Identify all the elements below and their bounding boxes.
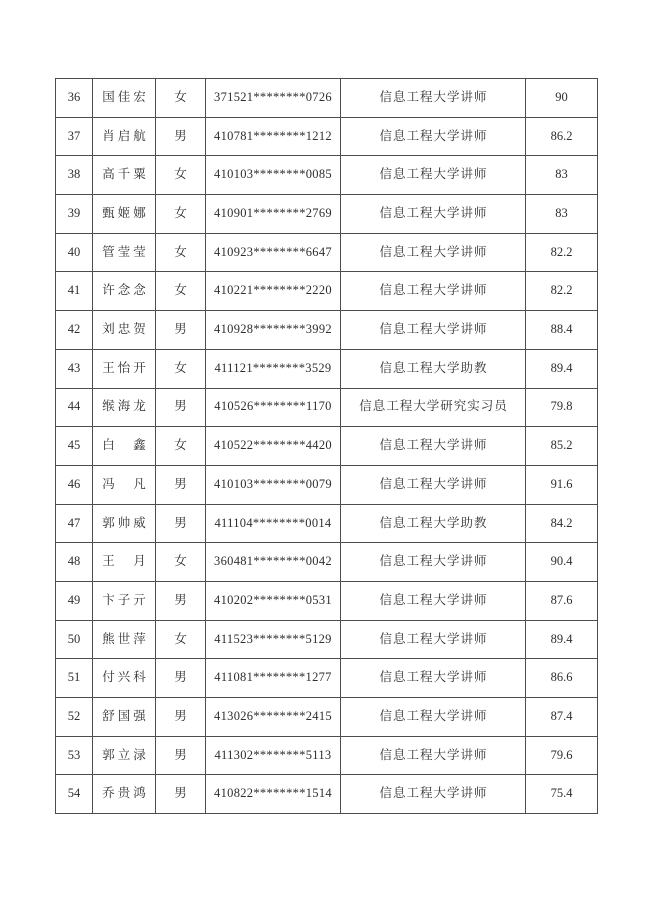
table-row <box>56 233 598 272</box>
cell-name: 付兴科 <box>93 659 156 698</box>
cell-gender: 女 <box>156 195 206 234</box>
cell-gender: 女 <box>156 156 206 195</box>
cell-row-number: 51 <box>56 659 93 698</box>
cell-position: 信息工程大学讲师 <box>341 465 526 504</box>
cell-score: 90.4 <box>526 543 598 582</box>
cell-gender: 男 <box>156 698 206 737</box>
cell-row-number: 49 <box>56 581 93 620</box>
cell-id-number: 360481********0042 <box>206 543 341 582</box>
cell-score: 82.2 <box>526 233 598 272</box>
cell-gender: 男 <box>156 117 206 156</box>
cell-row-number: 41 <box>56 272 93 311</box>
cell-id-number: 410221********2220 <box>206 272 341 311</box>
table-row <box>56 736 598 775</box>
cell-gender: 女 <box>156 79 206 118</box>
cell-gender: 女 <box>156 620 206 659</box>
cell-score: 83 <box>526 195 598 234</box>
cell-row-number: 53 <box>56 736 93 775</box>
cell-name: 郭立渌 <box>93 736 156 775</box>
cell-id-number: 410202********0531 <box>206 581 341 620</box>
cell-score: 89.4 <box>526 620 598 659</box>
table-row <box>56 581 598 620</box>
cell-name: 乔贵鸿 <box>93 775 156 814</box>
cell-id-number: 410901********2769 <box>206 195 341 234</box>
cell-row-number: 50 <box>56 620 93 659</box>
cell-score: 85.2 <box>526 427 598 466</box>
cell-row-number: 42 <box>56 311 93 350</box>
cell-score: 82.2 <box>526 272 598 311</box>
cell-row-number: 40 <box>56 233 93 272</box>
cell-name: 舒国强 <box>93 698 156 737</box>
cell-position: 信息工程大学讲师 <box>341 581 526 620</box>
cell-score: 84.2 <box>526 504 598 543</box>
table-row <box>56 775 598 814</box>
cell-gender: 女 <box>156 349 206 388</box>
table-row <box>56 311 598 350</box>
cell-score: 86.2 <box>526 117 598 156</box>
cell-id-number: 411523********5129 <box>206 620 341 659</box>
cell-id-number: 411104********0014 <box>206 504 341 543</box>
cell-gender: 男 <box>156 465 206 504</box>
cell-row-number: 52 <box>56 698 93 737</box>
cell-score: 86.6 <box>526 659 598 698</box>
cell-gender: 女 <box>156 233 206 272</box>
cell-position: 信息工程大学讲师 <box>341 311 526 350</box>
cell-row-number: 46 <box>56 465 93 504</box>
cell-id-number: 410822********1514 <box>206 775 341 814</box>
cell-row-number: 37 <box>56 117 93 156</box>
cell-score: 88.4 <box>526 311 598 350</box>
cell-position: 信息工程大学讲师 <box>341 620 526 659</box>
cell-row-number: 48 <box>56 543 93 582</box>
cell-position: 信息工程大学讲师 <box>341 156 526 195</box>
cell-position: 信息工程大学研究实习员 <box>341 388 526 427</box>
cell-score: 91.6 <box>526 465 598 504</box>
cell-name: 冯 凡 <box>93 465 156 504</box>
cell-row-number: 39 <box>56 195 93 234</box>
cell-gender: 男 <box>156 504 206 543</box>
cell-score: 90 <box>526 79 598 118</box>
cell-row-number: 44 <box>56 388 93 427</box>
table-row <box>56 388 598 427</box>
cell-gender: 女 <box>156 272 206 311</box>
cell-score: 83 <box>526 156 598 195</box>
cell-score: 79.6 <box>526 736 598 775</box>
cell-name: 王怡开 <box>93 349 156 388</box>
cell-position: 信息工程大学助教 <box>341 504 526 543</box>
cell-name: 刘忠贺 <box>93 311 156 350</box>
cell-row-number: 36 <box>56 79 93 118</box>
table-row <box>56 195 598 234</box>
cell-gender: 男 <box>156 311 206 350</box>
table-row <box>56 659 598 698</box>
cell-position: 信息工程大学讲师 <box>341 427 526 466</box>
table-row <box>56 504 598 543</box>
cell-name: 许念念 <box>93 272 156 311</box>
cell-id-number: 411121********3529 <box>206 349 341 388</box>
cell-id-number: 410103********0085 <box>206 156 341 195</box>
table-row <box>56 117 598 156</box>
cell-score: 87.6 <box>526 581 598 620</box>
cell-name: 甄姬娜 <box>93 195 156 234</box>
cell-position: 信息工程大学讲师 <box>341 79 526 118</box>
cell-id-number: 410522********4420 <box>206 427 341 466</box>
personnel-score-table <box>55 78 598 814</box>
cell-name: 白 鑫 <box>93 427 156 466</box>
cell-name: 管莹莹 <box>93 233 156 272</box>
cell-position: 信息工程大学助教 <box>341 349 526 388</box>
cell-position: 信息工程大学讲师 <box>341 698 526 737</box>
cell-score: 87.4 <box>526 698 598 737</box>
cell-position: 信息工程大学讲师 <box>341 659 526 698</box>
table-row <box>56 465 598 504</box>
cell-gender: 男 <box>156 736 206 775</box>
cell-id-number: 410928********3992 <box>206 311 341 350</box>
cell-gender: 男 <box>156 775 206 814</box>
cell-position: 信息工程大学讲师 <box>341 233 526 272</box>
table-row <box>56 543 598 582</box>
cell-name: 高千粟 <box>93 156 156 195</box>
cell-row-number: 54 <box>56 775 93 814</box>
cell-name: 肖启航 <box>93 117 156 156</box>
cell-id-number: 410781********1212 <box>206 117 341 156</box>
table-row <box>56 620 598 659</box>
cell-position: 信息工程大学讲师 <box>341 272 526 311</box>
cell-row-number: 43 <box>56 349 93 388</box>
cell-row-number: 38 <box>56 156 93 195</box>
cell-id-number: 413026********2415 <box>206 698 341 737</box>
cell-gender: 女 <box>156 543 206 582</box>
table-body <box>56 79 598 814</box>
cell-name: 国佳宏 <box>93 79 156 118</box>
cell-name: 缑海龙 <box>93 388 156 427</box>
cell-id-number: 411081********1277 <box>206 659 341 698</box>
cell-position: 信息工程大学讲师 <box>341 117 526 156</box>
cell-gender: 男 <box>156 659 206 698</box>
cell-score: 89.4 <box>526 349 598 388</box>
cell-position: 信息工程大学讲师 <box>341 195 526 234</box>
table-row <box>56 698 598 737</box>
cell-row-number: 45 <box>56 427 93 466</box>
cell-name: 熊世萍 <box>93 620 156 659</box>
cell-id-number: 410526********1170 <box>206 388 341 427</box>
cell-id-number: 371521********0726 <box>206 79 341 118</box>
table-row <box>56 272 598 311</box>
table-row <box>56 156 598 195</box>
table-row <box>56 349 598 388</box>
cell-score: 75.4 <box>526 775 598 814</box>
cell-id-number: 410923********6647 <box>206 233 341 272</box>
table-row <box>56 427 598 466</box>
cell-gender: 男 <box>156 581 206 620</box>
cell-score: 79.8 <box>526 388 598 427</box>
cell-position: 信息工程大学讲师 <box>341 775 526 814</box>
cell-name: 卞子亓 <box>93 581 156 620</box>
cell-position: 信息工程大学讲师 <box>341 736 526 775</box>
cell-name: 王 月 <box>93 543 156 582</box>
cell-position: 信息工程大学讲师 <box>341 543 526 582</box>
table-row <box>56 79 598 118</box>
cell-id-number: 411302********5113 <box>206 736 341 775</box>
cell-name: 郭帅威 <box>93 504 156 543</box>
cell-gender: 男 <box>156 388 206 427</box>
cell-gender: 女 <box>156 427 206 466</box>
cell-id-number: 410103********0079 <box>206 465 341 504</box>
cell-row-number: 47 <box>56 504 93 543</box>
